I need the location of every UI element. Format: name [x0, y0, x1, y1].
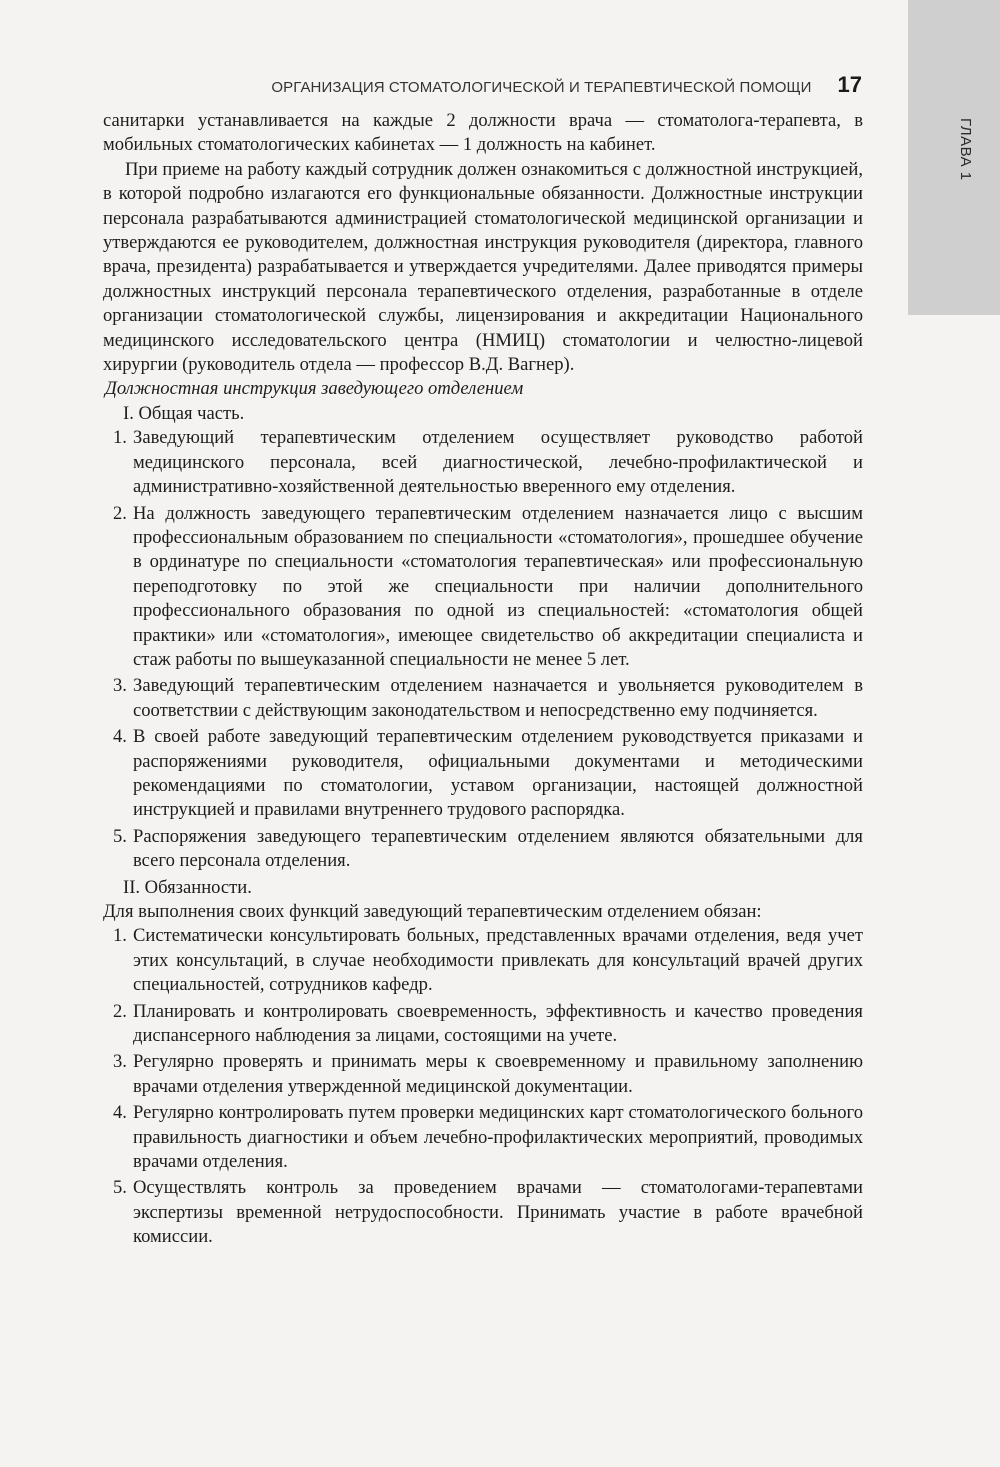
chapter-label: ГЛАВА 1: [957, 118, 974, 181]
section-1-list: [103, 426, 863, 873]
list-item: [103, 725, 863, 823]
running-title: ОРГАНИЗАЦИЯ СТОМАТОЛОГИЧЕСКОЙ И ТЕРАПЕВТИЧЕСКОЙ ПОМОЩИ: [271, 79, 812, 96]
chapter-side-tab: [908, 0, 1000, 315]
list-item-text: В своей работе заведующий терапевтическим отделением руководствуется приказами и распоряжениями руководителя, официальными документами и методическими рекомендациями по стоматологии, уставом организации, настоящей должностной инструкцией и правилами внутреннего трудового распорядка.: [133, 726, 863, 821]
paragraph-intro: При приеме на работу каждый сотрудник должен ознакомиться с должностной инструкцией, в которой подробно излагаются его функциональные обязанности. Должностные инструкции персонала разрабатываются администрацией стоматологической медицинской организации и утверждаются ее руководителем, должностная инструкция руководителя (директора, главного врача, президента) разрабатывается и утверждается учредителями. Далее приводятся примеры должностных инструкций персонала терапевтического отделения, разработанные в отделе организации стоматологической службы, лицензирования и аккредитации Национального медицинского исследовательского центра (НМИЦ) стоматологии и челюстно-лицевой хирургии (руководитель отдела — профессор В.Д. Вагнер).: [103, 158, 863, 376]
page-number: 17: [837, 72, 862, 97]
list-item-number: 4.: [113, 1102, 127, 1124]
list-item-number: 5.: [113, 825, 127, 847]
list-item-text: Систематически консультировать больных, представленных врачами отделения, ведя учет этих консультаций, в случае необходимости привлекать для консультаций врачей других специальностей, сотрудников кафедр.: [133, 925, 863, 996]
list-item-number: 1.: [113, 925, 127, 947]
list-item-text: Заведующий терапевтическим отделением назначается и увольняется руководителем в соответствии с действующим законодательством и непосредственно ему подчиняется.: [133, 675, 863, 721]
section-2-intro: Для выполнения своих функций заведующий терапевтическим отделением обязан:: [103, 901, 762, 922]
section-1-title: I. Общая часть.: [123, 402, 245, 424]
list-item: [103, 1050, 863, 1099]
list-item-text: На должность заведующего терапевтическим отделением назначается лицо с высшим профессиональным образованием по специальности «стоматология», прошедшее обучение в ординатуре по специальности «стоматология терапевтическая» или профессиональную переподготовку по этой же специальности при наличии дополнительного профессионального образования по одной из специальностей: «стоматология общей практики» или «стоматология», имеющее свидетельство об аккредитации специалиста и стаж работы по вышеуказанной специальности не менее 5 лет.: [133, 502, 863, 670]
page-body: [103, 109, 863, 1252]
list-item-number: 5.: [113, 1177, 127, 1199]
list-item-number: 3.: [113, 675, 127, 697]
list-item-number: 1.: [113, 427, 127, 449]
list-item-text: Регулярно контролировать путем проверки медицинских карт стоматологического больного правильность диагностики и объем лечебно-профилактических мероприятий, проводимых врачами отделения.: [133, 1102, 863, 1173]
list-item: [103, 1176, 863, 1249]
list-item-number: 2.: [113, 1000, 127, 1022]
list-item-number: 4.: [113, 726, 127, 748]
instruction-title: Должностная инструкция заведующего отделением: [105, 378, 524, 400]
section-2-list: [103, 924, 863, 1249]
running-header: [250, 72, 862, 98]
list-item-text: Планировать и контролировать своевременность, эффективность и качество проведения диспансерного наблюдения за лицами, состоящими на учете.: [133, 1000, 863, 1047]
list-item: [103, 674, 863, 723]
paragraph-continuation: санитарки устанавливается на каждые 2 должности врача — стоматолога-терапевта, в мобильных стоматологических кабинетах — 1 должность на кабинет.: [103, 110, 863, 156]
list-item: [103, 502, 863, 673]
list-item: [103, 1000, 863, 1049]
section-2-title: II. Обязанности.: [123, 876, 252, 898]
list-item: [103, 825, 863, 874]
list-item: [103, 426, 863, 499]
list-item-text: Распоряжения заведующего терапевтическим отделением являются обязательными для всего персонала отделения.: [133, 825, 863, 872]
list-item-text: Осуществлять контроль за проведением врачами — стоматологами-терапевтами экспертизы временной нетрудоспособности. Принимать участие в работе врачебной комиссии.: [133, 1177, 863, 1248]
list-item-number: 3.: [113, 1051, 127, 1073]
list-item-number: 2.: [113, 502, 127, 524]
list-item: [103, 924, 863, 997]
list-item: [103, 1101, 863, 1174]
list-item-text: Заведующий терапевтическим отделением осуществляет руководство работой медицинского персонала, всей диагностической, лечебно-профилактической и административно-хозяйственной деятельностью вверенного ему отделения.: [133, 427, 863, 498]
list-item-text: Регулярно проверять и принимать меры к своевременному и правильному заполнению врачами отделения утвержденной медицинской документации.: [133, 1051, 863, 1097]
